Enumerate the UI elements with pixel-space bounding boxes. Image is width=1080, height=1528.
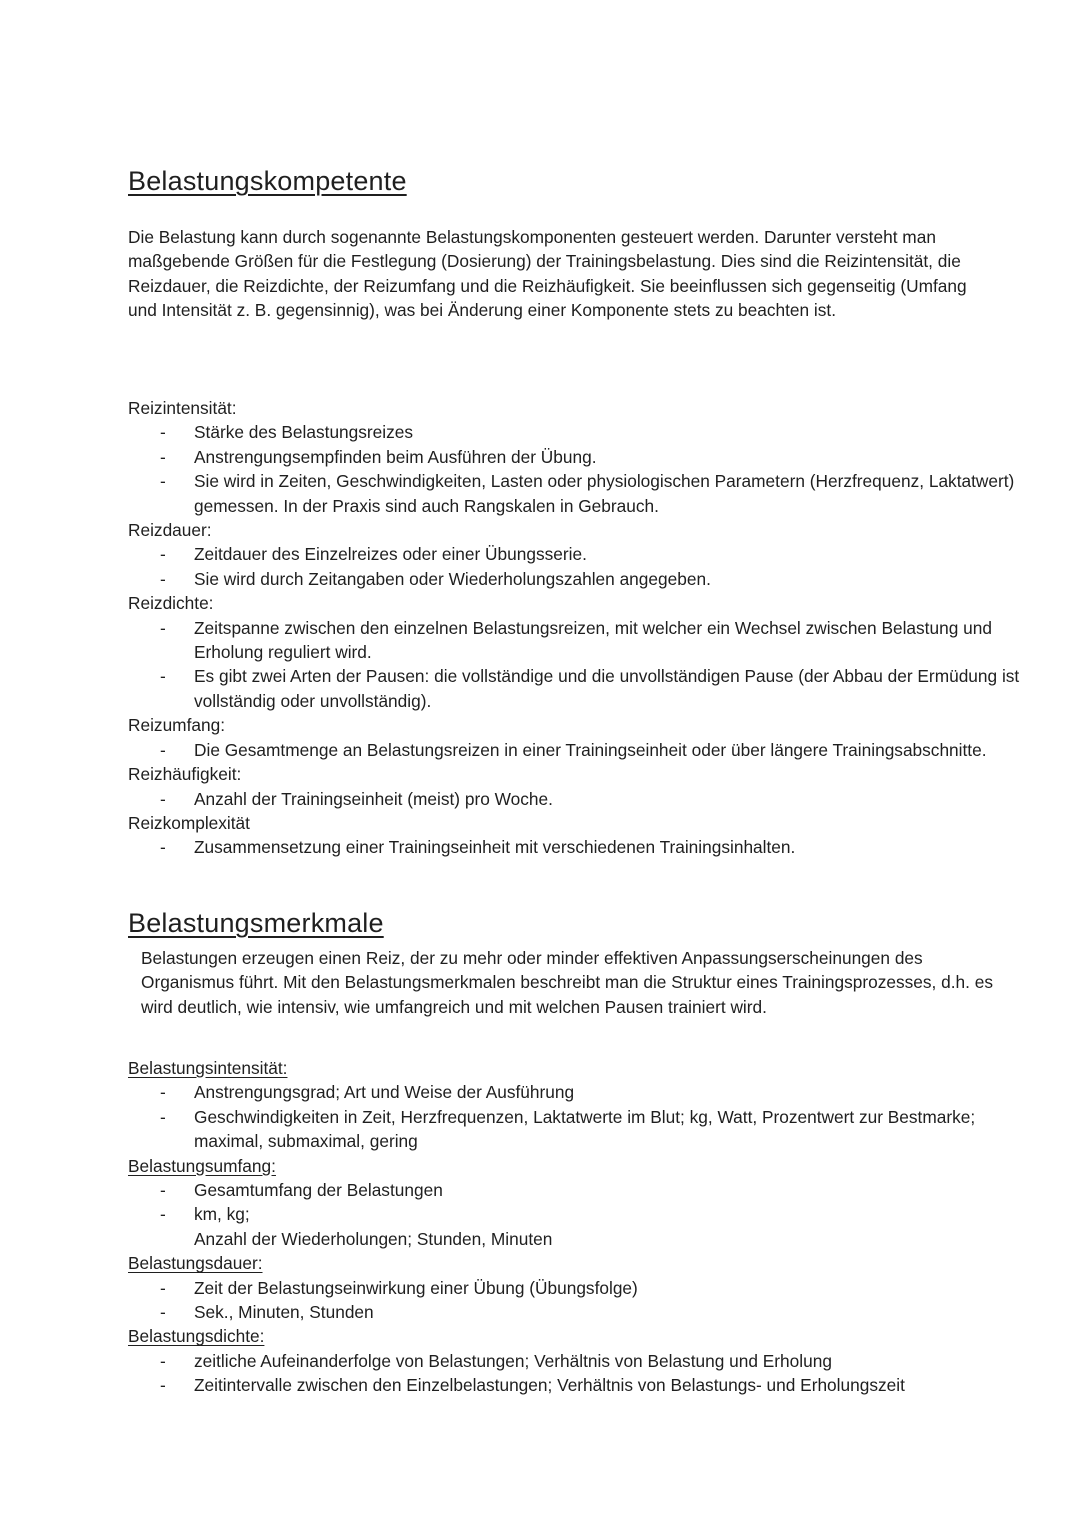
list-item: - Die Gesamtmenge an Belastungsreizen in einer Trainingseinheit oder über längere Trainingsabschnitte.: [160, 739, 987, 760]
term-reizdichte: Reizdichte:: [128, 593, 214, 614]
list-item: Anzahl der Wiederholungen; Stunden, Minuten: [194, 1228, 553, 1249]
term-reizdauer: Reizdauer:: [128, 520, 212, 541]
term-details: [128, 420, 1028, 518]
term-details: [128, 787, 1028, 811]
list-item: - Anzahl der Trainingseinheit (meist) pro Woche.: [160, 788, 553, 809]
term-belastungsumfang: Belastungsumfang:: [128, 1155, 276, 1176]
term-details: [128, 1178, 1028, 1251]
list-item: - Geschwindigkeiten in Zeit, Herzfrequenzen, Laktatwerte im Blut; kg, Watt, Prozentwert zur Bestmarke; maximal, submaximal, gering: [160, 1106, 976, 1152]
belastungsmerkmale-list: [128, 1056, 1028, 1398]
list-item: - Stärke des Belastungsreizes: [160, 422, 414, 443]
list-item: - Zeitspanne zwischen den einzelnen Belastungsreizen, mit welcher ein Wechsel zwischen Belastung und Erholung reguliert wird.: [160, 617, 992, 663]
term-details: [128, 1276, 1028, 1325]
list-item: - Gesamtumfang der Belastungen: [160, 1180, 443, 1201]
term-reizkomplexitaet: Reizkomplexität: [128, 812, 250, 833]
term-reizintensitaet: Reizintensität:: [128, 398, 237, 418]
term-belastungsdichte: Belastungsdichte:: [128, 1326, 265, 1347]
list-item: - Zeitintervalle zwischen den Einzelbelastungen; Verhältnis von Belastungs- und Erholungszeit: [160, 1375, 905, 1396]
term-reizumfang: Reizumfang:: [128, 715, 226, 736]
list-item: - km, kg;: [160, 1204, 250, 1225]
term-details: [128, 835, 1028, 859]
list-item: - Zusammensetzung einer Trainingseinheit mit verschiedenen Trainingsinhalten.: [160, 837, 796, 858]
term-details: [128, 1080, 1028, 1153]
list-item: - Anstrengungsempfinden beim Ausführen der Übung.: [160, 446, 597, 467]
list-item: - Zeitdauer des Einzelreizes oder einer Übungsserie.: [160, 544, 587, 565]
term-details: [128, 616, 1028, 714]
term-belastungsdauer: Belastungsdauer:: [128, 1253, 263, 1274]
list-item: - Sie wird durch Zeitangaben oder Wiederholungszahlen angegeben.: [160, 568, 711, 589]
section-title-belastungskompetente: Belastungskompetente: [128, 166, 407, 196]
list-item: - Sek., Minuten, Stunden: [160, 1302, 374, 1323]
term-belastungsintensitaet: Belastungsintensität:: [128, 1058, 288, 1078]
list-item: - Zeit der Belastungseinwirkung einer Übung (Übungsfolge): [160, 1277, 638, 1298]
section-title-belastungsmerkmale: Belastungsmerkmale: [128, 908, 384, 938]
term-details: [128, 542, 1028, 591]
section-intro-paragraph: Die Belastung kann durch sogenannte Belastungskomponenten gesteuert werden. Darunter versteht man maßgebende Größen für die Festlegung (Dosierung) der Trainingsbelastung. Dies sind die Reizintensität, die Reizdauer, die Reizdichte, der Reizumfang und die Reizhäufigkeit. Sie beeinflussen sich gegenseitig (Umfang und Intensität z. B. gegensinnig), was bei Änderung einer Komponente stets zu beachten ist.: [128, 227, 967, 321]
term-reizhaeufigkeit: Reizhäufigkeit:: [128, 764, 242, 785]
section-intro-paragraph: Belastungen erzeugen einen Reiz, der zu mehr oder minder effektiven Anpassungserscheinungen des Organismus führt. Mit den Belastungsmerkmalen beschreibt man die Struktur eines Trainingsprozesses, d.h. es wird deutlich, wie intensiv, wie umfangreich und mit welchen Pausen trainiert wird.: [141, 948, 993, 1017]
list-item: - Es gibt zwei Arten der Pausen: die vollständige und die unvollständigen Pause (der Abbau der Ermüdung ist vollständig oder unvollständig).: [160, 666, 1020, 711]
list-item: - Sie wird in Zeiten, Geschwindigkeiten, Lasten oder physiologischen Parametern (Herzfrequenz, Laktatwert) gemessen. In der Praxis sind auch Rangskalen in Gebrauch.: [160, 471, 1015, 516]
reizkomponenten-list: [128, 396, 1028, 860]
list-item: - zeitliche Aufeinanderfolge von Belastungen; Verhältnis von Belastung und Erholung: [160, 1350, 832, 1371]
term-details: [128, 1349, 1028, 1398]
term-details: [128, 738, 1028, 762]
list-item: - Anstrengungsgrad; Art und Weise der Ausführung: [160, 1082, 575, 1103]
